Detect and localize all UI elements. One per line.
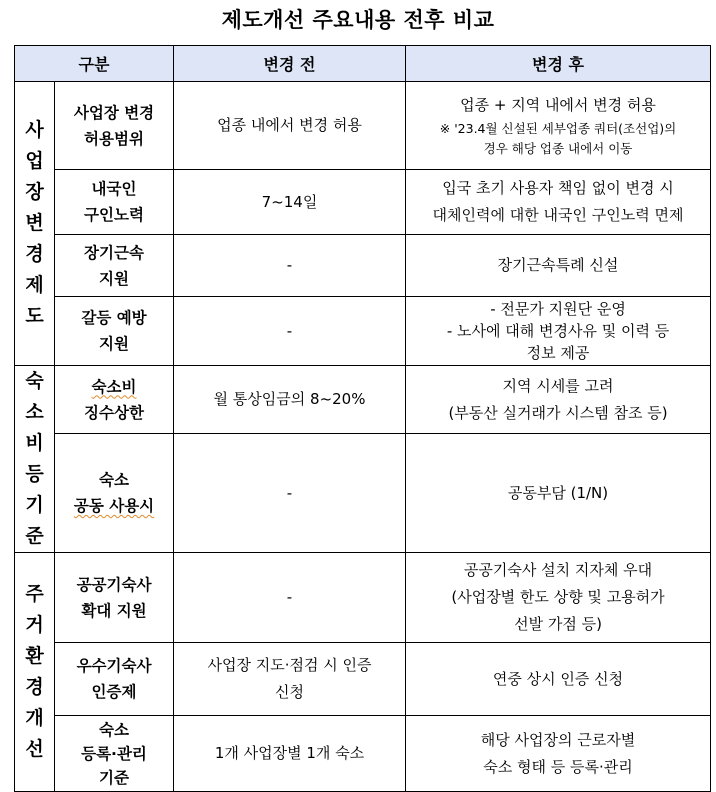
before-value: 월 통상임금의 8~20%	[174, 366, 406, 434]
after-value: - 전문가 지원단 운영 - 노사에 대해 변경사유 및 이력 등 정보 제공	[406, 297, 711, 366]
group-label-workplace-change: 사 업 장 변 경 제 도	[15, 82, 55, 366]
group-label-dormitory-fee: 숙 소 비 등 기 준	[15, 366, 55, 553]
after-value: 장기근속특례 신설	[406, 235, 711, 297]
table-row	[15, 434, 711, 553]
table-row	[15, 235, 711, 297]
table-row	[15, 297, 711, 366]
item-label: 공공기숙사 확대 지원	[55, 553, 174, 643]
before-value: -	[174, 235, 406, 297]
after-value: 입국 초기 사용자 책임 없이 변경 시 대체인력에 대한 내국인 구인노력 면제	[406, 170, 711, 235]
after-value: 지역 시세를 고려 (부동산 실거래가 시스템 참조 등)	[406, 366, 711, 434]
item-label: 내국인 구인노력	[55, 170, 174, 235]
table-row	[15, 553, 711, 643]
after-value: 업종 + 지역 내에서 변경 허용 ※ '23.4월 신설된 세부업종 쿼터(조선업)의 경우 해당 업종 내에서 이동	[406, 82, 711, 170]
before-value: -	[174, 434, 406, 553]
before-value: 1개 사업장별 1개 숙소	[174, 716, 406, 792]
before-value: -	[174, 297, 406, 366]
after-value: 연중 상시 인증 신청	[406, 643, 711, 716]
group-label-char: 사	[25, 119, 44, 141]
after-value: 공공기숙사 설치 지자체 우대 (사업장별 한도 상향 및 고용허가 선발 가점 등)	[406, 553, 711, 643]
before-value: 사업장 지도·점검 시 인증 신청	[174, 643, 406, 716]
item-label: 갈등 예방 지원	[55, 297, 174, 366]
table-row	[15, 82, 711, 170]
item-label: 숙소 공동 사용시	[55, 434, 174, 553]
table-row	[15, 170, 711, 235]
header-after: 변경 후	[406, 46, 711, 82]
header-before: 변경 전	[174, 46, 406, 82]
after-note: ※ '23.4월 신설된 세부업종 쿼터(조선업)의	[439, 121, 677, 136]
page-title: 제도개선 주요내용 전후 비교	[221, 8, 495, 32]
before-value: 업종 내에서 변경 허용	[174, 82, 406, 170]
header-category: 구분	[15, 46, 174, 82]
item-label: 숙소 등록·관리 기준	[55, 716, 174, 792]
table-row	[15, 366, 711, 434]
comparison-table	[14, 45, 711, 792]
before-value: -	[174, 553, 406, 643]
table-row	[15, 643, 711, 716]
table-header-row	[15, 46, 711, 82]
after-value: 해당 사업장의 근로자별 숙소 형태 등 등록·관리	[406, 716, 711, 792]
group-label-housing-improvement: 주 거 환 경 개 선	[15, 553, 55, 792]
item-label: 우수기숙사 인증제	[55, 643, 174, 716]
before-value: 7~14일	[174, 170, 406, 235]
table-row	[15, 716, 711, 792]
after-value: 공동부담 (1/N)	[406, 434, 711, 553]
item-label: 숙소비 징수상한	[55, 366, 174, 434]
item-label: 사업장 변경 허용범위	[55, 82, 174, 170]
item-label: 장기근속 지원	[55, 235, 174, 297]
after-note: 경우 해당 업종 내에서 이동	[483, 141, 633, 156]
